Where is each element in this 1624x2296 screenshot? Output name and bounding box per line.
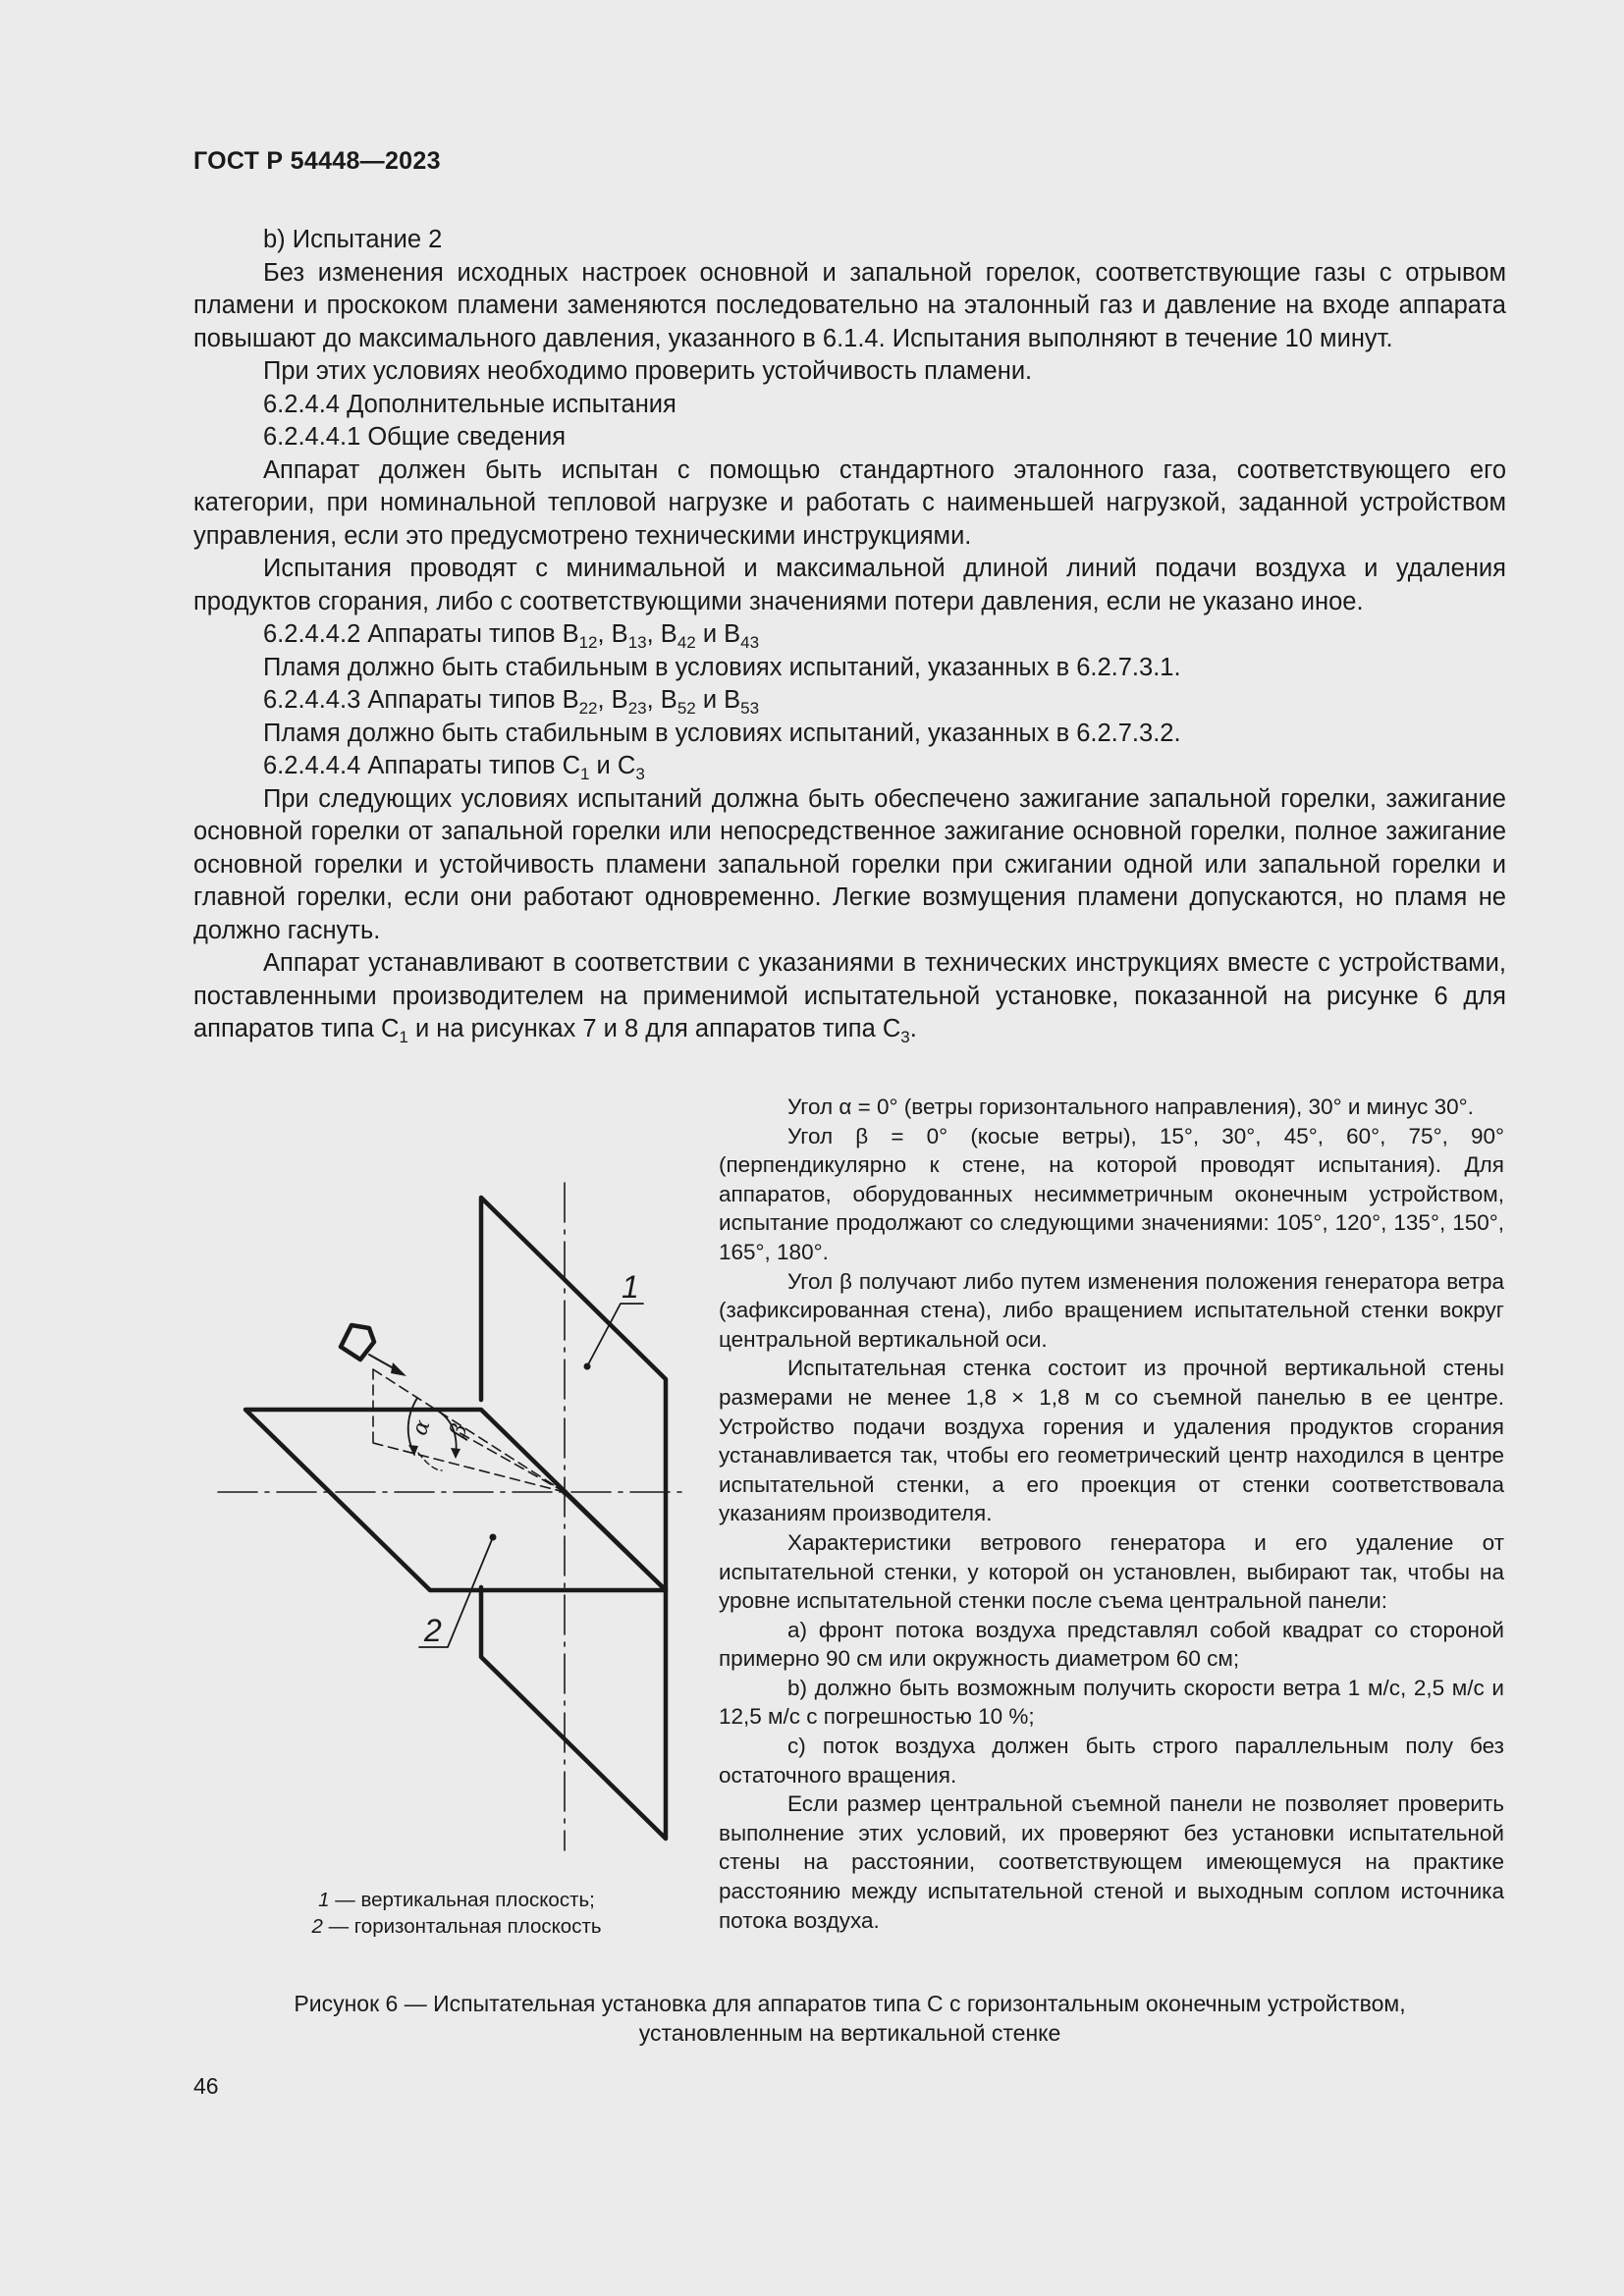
- section-heading: 6.2.4.4.1 Общие сведения: [263, 423, 567, 451]
- vertical-plane-upper: [481, 1198, 666, 1590]
- paragraph: Пламя должно быть стабильным в условиях испытаний, указанных в 6.2.7.3.2.: [263, 719, 1181, 747]
- subscript: 22: [578, 699, 598, 718]
- paragraph: Угол β = 0° (косые ветры), 15°, 30°, 45°, 60°, 75°, 90° (перпендикулярно к стене, на которой проводят испытания). Для аппаратов, оборудованных несимметричным оконечным устройством, испытание продолжают со следующими значениями: 105°, 120°, 135°, 150°, 165°, 180°.: [719, 1123, 1504, 1264]
- paragraph: Испытательная стенка состоит из прочной вертикальной стены размерами не менее 1,8 × 1,8 м со съемной панелью в ее центре. Устройство подачи воздуха горения и удаления продуктов сгорания устанавливается так, чтобы его геометрический центр находился в центре испытательной стенки, а его проекция от стенки соответствовала указаниям производителя.: [719, 1356, 1504, 1526]
- heading-text: и В: [695, 686, 741, 714]
- paragraph: Угол β получают либо путем изменения положения генератора ветра (зафиксированная стена), либо вращением испытательной стенки вокруг центральной вертикальной оси.: [719, 1268, 1504, 1352]
- paragraph: Угол α = 0° (ветры горизонтального направления), 30° и минус 30°.: [787, 1095, 1474, 1119]
- caption-line: установленным на вертикальной стенке: [638, 2020, 1061, 2046]
- subscript: 42: [677, 633, 696, 652]
- vertical-plane-lower: [481, 1587, 666, 1839]
- paragraph-text: .: [909, 1015, 917, 1042]
- legend-number: 1: [318, 1889, 330, 1911]
- subscript: 3: [635, 765, 645, 783]
- paragraph: Аппарат должен быть испытан с помощью стандартного эталонного газа, соответствующего его категории, при номинальной тепловой нагрузке и работать с наименьшей нагрузкой, заданной устройством управления, если это предусмотрено техническими инструкциями.: [193, 455, 1506, 550]
- paragraph: Пламя должно быть стабильным в условиях испытаний, указанных в 6.2.7.3.1.: [263, 653, 1181, 681]
- centre-dot: [562, 1489, 568, 1495]
- legend-item: [236, 1887, 677, 1913]
- projection-line: [373, 1443, 565, 1492]
- paragraph-text: Аппарат устанавливают в соответствии с указаниями в технических инструкциях вместе с устройствами, поставленными производителем на применимой испытательной установке, показанной на рисунке 6 для аппаратов типа С: [193, 949, 1506, 1042]
- legend-text: — вертикальная плоскость;: [329, 1889, 595, 1911]
- subscript: 12: [578, 633, 598, 652]
- figure-legend: [236, 1887, 677, 1940]
- subscript: 3: [900, 1028, 910, 1046]
- legend-text: — горизонтальная плоскость: [322, 1915, 602, 1938]
- subscript: 1: [399, 1028, 408, 1046]
- plane-1-dot: [584, 1363, 591, 1370]
- paragraph: Испытания проводят с минимальной и максимальной длиной линий подачи воздуха и удаления продуктов сгорания, либо с соответствующими значениями потери давления, если не указано иное.: [193, 555, 1506, 615]
- subscript: 13: [627, 633, 647, 652]
- callout-label-1: 1: [622, 1269, 639, 1305]
- paragraph: При этих условиях необходимо проверить устойчивость пламени.: [263, 357, 1033, 385]
- page-number: 46: [193, 2073, 219, 2099]
- callout-label-2: 2: [424, 1613, 442, 1648]
- subscript: 52: [677, 699, 696, 718]
- caption-line: Рисунок 6 — Испытательная установка для аппаратов типа С с горизонтальным оконечным устройством,: [294, 1991, 1406, 2016]
- section-heading: [193, 618, 1506, 652]
- heading-text: , В: [646, 620, 677, 648]
- section-heading: [193, 684, 1506, 718]
- paragraph: Без изменения исходных настроек основной и запальной горелок, соответствующие газы с отрывом пламени и проскоком пламени заменяются последовательно на эталонный газ и давление на входе аппарата повышают до максимального давления, указанного в 6.1.4. Испытания выполняют в течение 10 минут.: [193, 258, 1506, 352]
- heading-text: , В: [646, 686, 677, 714]
- subscript: 23: [627, 699, 647, 718]
- heading-text: и В: [695, 620, 741, 648]
- legend-number: 2: [311, 1915, 323, 1938]
- alpha-label: α: [407, 1416, 436, 1439]
- paragraph: При следующих условиях испытаний должна быть обеспечено зажигание запальной горелки, зажигание основной горелки от запальной горелки или непосредственное зажигание основной горелки, полное зажигание основной горелки и устойчивость пламени запальной горелки при сжигании одной или запальной горелки и главной горелки, если они работают одновременно. Легкие возмущения пламени допускаются, но пламя не должно гаснуть.: [193, 784, 1506, 944]
- paragraph: [193, 947, 1506, 1046]
- heading-text: 6.2.4.4.2 Аппараты типов В: [263, 620, 579, 648]
- paragraph: Если размер центральной съемной панели не позволяет проверить выполнение этих условий, их проверяют без установки испытательной стены на расстоянии, соответствующем имеющемуся на практике расстоянию между испытательной стеной и выходным соплом источника потока воздуха.: [719, 1791, 1504, 1933]
- beta-arrow-head: [451, 1448, 460, 1459]
- section-heading: 6.2.4.4 Дополнительные испытания: [263, 390, 677, 418]
- wind-arrow-head: [391, 1362, 406, 1376]
- subscript: 1: [580, 765, 590, 783]
- figure-side-text: [719, 1093, 1504, 1935]
- paragraph-text: и на рисунках 7 и 8 для аппаратов типа С: [407, 1015, 901, 1042]
- paragraph: b) Испытание 2: [263, 226, 443, 253]
- figure-caption: [193, 1989, 1506, 2048]
- beta-label: β: [445, 1420, 473, 1441]
- main-text: [193, 224, 1506, 1046]
- plane-2-dot: [490, 1534, 497, 1541]
- list-item: a) фронт потока воздуха представлял собой квадрат со стороной примерно 90 см или окружность диаметром 60 см;: [719, 1617, 1504, 1672]
- subscript: 53: [740, 699, 760, 718]
- section-heading: [193, 750, 1506, 783]
- heading-text: 6.2.4.4.4 Аппараты типов С: [263, 752, 580, 779]
- heading-text: и С: [589, 752, 636, 779]
- heading-text: , В: [597, 686, 628, 714]
- test-rig-diagram: [196, 1158, 707, 1865]
- plane-intersection-line: [481, 1410, 565, 1492]
- page-header: ГОСТ Р 54448—2023: [193, 147, 441, 175]
- list-item: c) поток воздуха должен быть строго параллельным полу без остаточного вращения.: [719, 1734, 1504, 1788]
- legend-item: [236, 1913, 677, 1940]
- subscript: 43: [740, 633, 760, 652]
- paragraph: Характеристики ветрового генератора и его удаление от испытательной стенки, у которой он установлен, выбирают так, чтобы на уровне испытательной стенки после съема центральной панели:: [719, 1529, 1504, 1614]
- heading-text: , В: [597, 620, 628, 648]
- list-item: b) должно быть возможным получить скорости ветра 1 м/с, 2,5 м/с и 12,5 м/с с погрешностью 10 %;: [719, 1675, 1504, 1730]
- heading-text: 6.2.4.4.3 Аппараты типов В: [263, 686, 579, 714]
